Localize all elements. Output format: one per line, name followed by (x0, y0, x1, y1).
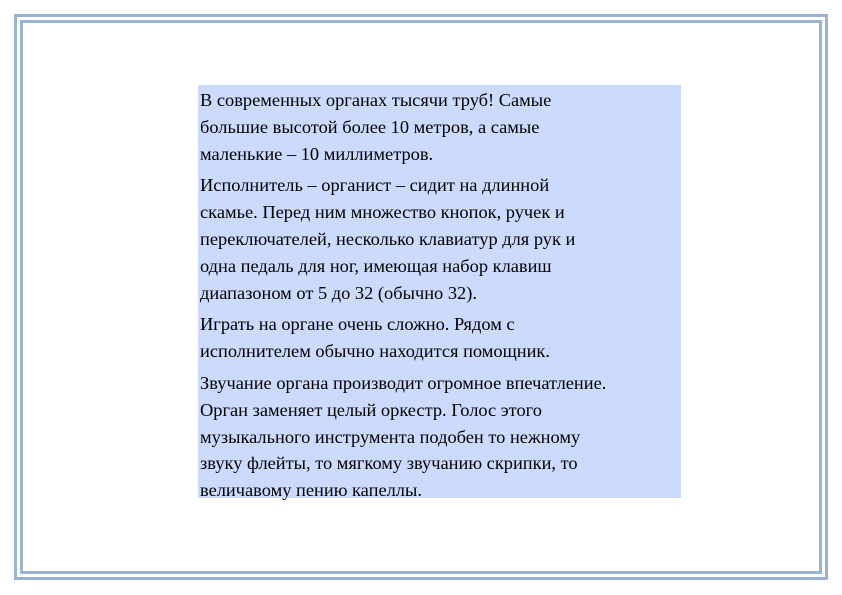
text-box (198, 85, 681, 501)
text-line: музыкального инструмента подобен то нежному (200, 426, 581, 447)
text-line: В современных органах тысячи труб! Самые (200, 90, 552, 110)
paragraph-difficulty (200, 311, 681, 365)
paragraph-organist (200, 172, 681, 306)
text-line: Звучание органа производит огромное впечатление. (200, 372, 607, 393)
text-line: переключателей, несколько клавиатур для рук и (200, 228, 576, 249)
text-line: звуку флейты, то мягкому звучанию скрипки, то (200, 453, 578, 474)
paragraph-sound (200, 370, 681, 504)
text-line: одна педаль для ног, имеющая набор клавиш (200, 255, 552, 276)
text-line: исполнителем обычно находится помощник. (200, 341, 550, 362)
text-line: Орган заменяет целый оркестр. Голос этого (200, 399, 542, 420)
text-line: маленькие – 10 миллиметров. (200, 143, 434, 164)
text-line: Играть на органе очень сложно. Рядом с (200, 314, 515, 335)
text-line: Исполнитель – органист – сидит на длинной (200, 175, 550, 196)
text-line: большие высотой более 10 метров, а самые (200, 116, 540, 137)
paragraph-organ-pipes (200, 87, 681, 167)
text-line: величавому пению капеллы. (200, 480, 422, 501)
text-line: скамье. Перед ним множество кнопок, ручек и (200, 202, 565, 223)
text-line: диапазоном от 5 до 32 (обычно 32). (200, 282, 477, 303)
